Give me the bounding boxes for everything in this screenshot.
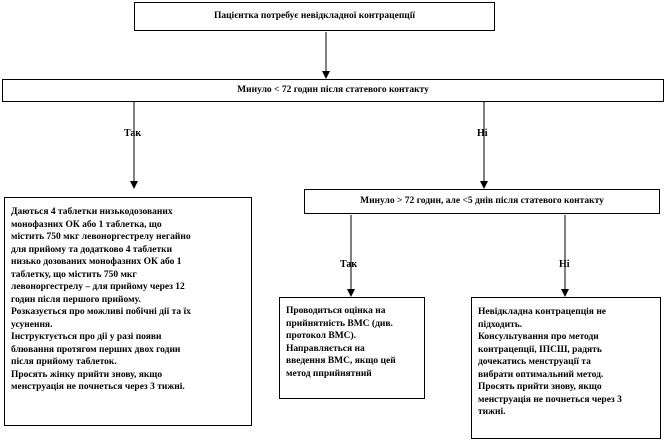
node-top-text: Пацієнтка потребує невідкладної контрацепції — [213, 11, 416, 22]
right-line: Невідкладна контрацепція не — [478, 307, 607, 317]
right-line: контрацепції, ІПСШ, радять — [478, 344, 602, 355]
node-mid-action — [279, 297, 425, 399]
label-yes-1: Так — [124, 128, 142, 139]
right-line: тижні. — [478, 407, 506, 417]
right-line: вибрати оптимальний метод. — [478, 369, 604, 380]
left-line: левоноргестрелу – для прийому через 12 — [11, 282, 185, 292]
node-question-2-text: Минуло > 72 годин, але <5 днів після статевого контакту — [360, 196, 604, 207]
mid-line: протокол ВМС). — [286, 331, 357, 341]
left-line: усунення. — [11, 319, 53, 330]
left-line: Даються 4 таблетки низькодозованих — [11, 207, 173, 217]
left-line: після прийому таблеток. — [11, 357, 117, 367]
node-question-2 — [304, 189, 660, 214]
label-no-2: Ні — [559, 259, 570, 270]
right-line: підходить. — [478, 319, 523, 330]
mid-line: прийнятність ВМС (див. — [286, 318, 393, 329]
mid-line: Проводиться оцінка на — [286, 306, 386, 316]
right-line: менструація не почнеться через 3 — [478, 394, 622, 405]
left-line: низько дозованих монофазних ОК або 1 — [11, 257, 182, 267]
label-yes-2: Так — [340, 259, 358, 270]
node-left-action — [4, 197, 252, 426]
node-question-1 — [2, 79, 664, 102]
mid-line: введення ВМС, якщо цей — [286, 356, 396, 366]
node-right-action — [471, 297, 661, 439]
left-line: таблетку, що містить 750 мкг — [11, 269, 137, 280]
right-line: Просять прийти знову, якщо — [478, 382, 602, 392]
node-question-1-text: Минуло < 72 годин після статевого контакту — [237, 85, 429, 96]
label-no-1: Ні — [477, 128, 488, 139]
left-line: містить 750 мкг левоноргестрелу негайно — [11, 232, 191, 242]
node-top — [134, 2, 495, 31]
left-line: блювання протягом перших двох годин — [11, 344, 181, 355]
left-line: Розказується про можливі побічні дії та їх — [11, 307, 191, 317]
right-line: Консультування про методи — [478, 332, 599, 342]
left-line: годин після першого прийому. — [11, 294, 141, 305]
left-line: Просять жінку прийти знову, якщо — [11, 369, 163, 380]
left-line: для прийому та додатково 4 таблетки — [11, 244, 173, 255]
right-line: дочекатись менструації та — [478, 357, 591, 367]
left-line: монофазних ОК або 1 таблетка, що — [11, 219, 162, 230]
left-line: менструація не почнеться через 3 тижні. — [11, 382, 185, 392]
mid-line: Направляється на — [286, 343, 365, 354]
mid-line: метод пприйнятний — [286, 368, 372, 379]
left-line: Інструктується про дії у разі появи — [11, 332, 162, 342]
